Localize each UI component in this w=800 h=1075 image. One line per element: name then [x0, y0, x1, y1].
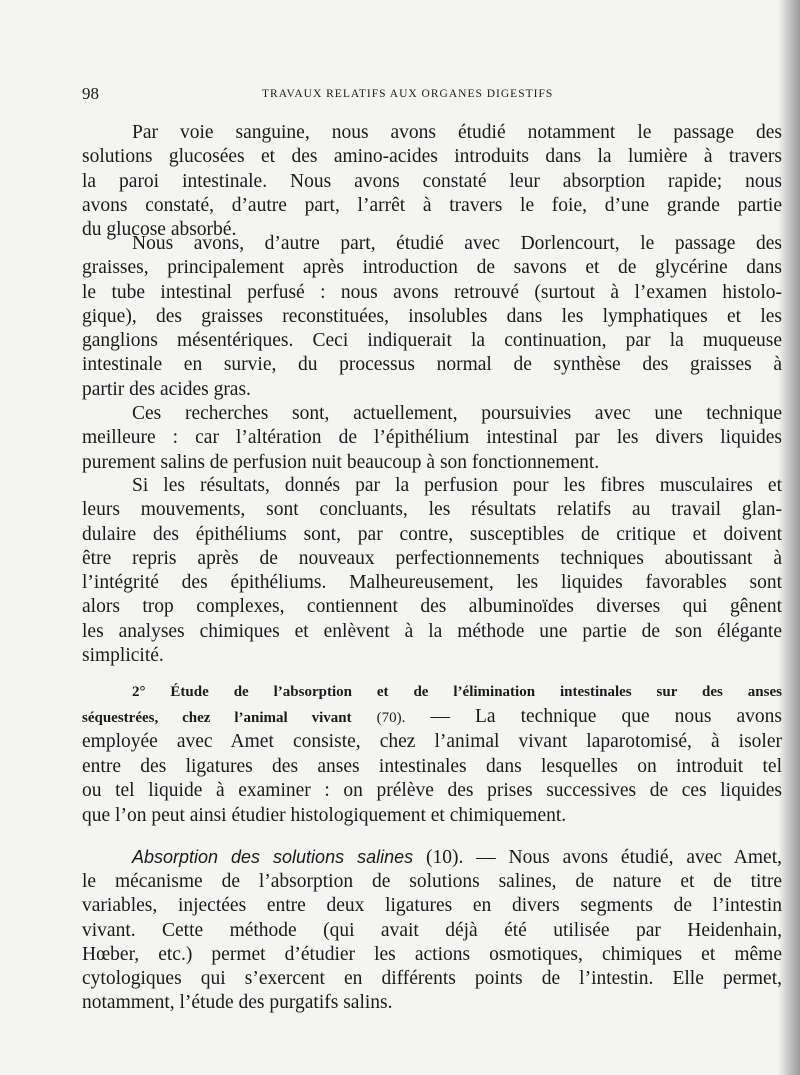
text: — Nous avons étudié, avec Amet, — [476, 847, 783, 868]
text-line: purement salins de perfusion nuit beaucoup à son fonctionnement. — [82, 451, 600, 473]
text-line: Ces recherches sont, actuellement, poursuivies avec une technique — [132, 403, 782, 424]
reference: (10). — [425, 847, 464, 868]
paragraph — [82, 232, 782, 402]
paragraph — [82, 402, 782, 475]
text-line: gique), des graisses reconstituées, insolubles dans les lymphatiques et les — [82, 305, 782, 327]
text-line: Par voie sanguine, nous avons étudié notamment le passage des — [132, 122, 782, 143]
text-line: la paroi intestinale. Nous avons constaté leur absorption rapide; nous — [82, 170, 782, 192]
paragraph — [82, 121, 782, 242]
text-line: graisses, principalement après introduction de savons et de glycérine dans — [82, 257, 782, 279]
text-line: ganglions mésentériques. Ceci indiquerait la continuation, par la muqueuse — [82, 330, 782, 352]
text-line: Si les résultats, donnés par la perfusion pour les fibres musculaires et — [132, 475, 782, 496]
text-line: solutions glucosées et des amino-acides introduits dans la lumière à travers — [82, 146, 782, 168]
text-line: notamment, l’étude des purgatifs salins. — [82, 992, 393, 1014]
section-heading: 2° Étude de l’absorption et de l’élimination intestinales sur des anses — [132, 684, 782, 700]
text-line: partir des acides gras. — [82, 378, 251, 400]
text-line: le tube intestinal perfusé : nous avons retrouvé (surtout à l’examen histolo- — [82, 281, 782, 303]
text-line: entre des ligatures des anses intestinales dans lesquelles on introduit tel — [82, 755, 782, 777]
text-line: vivant. Cette méthode (qui avait déjà été utilisée par Heidenhain, — [82, 919, 782, 941]
text-line: que l’on peut ainsi étudier histologiquement et chimiquement. — [82, 804, 567, 826]
section-heading: Absorption des solutions salines — [132, 847, 414, 867]
text-line: dulaire des épithéliums sont, par contre, susceptibles de critique et doivent — [82, 523, 782, 545]
text: — La technique que nous avons — [430, 705, 783, 727]
text-line: leurs mouvements, sont concluants, les résultats relatifs au travail glan- — [82, 499, 782, 521]
text-line — [82, 705, 782, 731]
text-line: ou tel liquide à examiner : on prélève des prises successives de ces liquides — [82, 780, 782, 802]
section-2 — [82, 680, 782, 829]
text-line: Hœber, etc.) permet d’étudier les actions osmotiques, chimiques et même — [82, 943, 782, 965]
text-line: être repris après de nouveaux perfectionnements techniques aboutissant à — [82, 547, 782, 569]
text-line: avons constaté, d’autre part, l’arrêt à travers le foie, d’une grande partie — [82, 194, 782, 216]
text-line: alors trop complexes, contiennent des albuminoïdes diverses qui gênent — [82, 596, 782, 618]
text-line: meilleure : car l’altération de l’épithélium intestinal par les divers liquides — [82, 427, 782, 449]
text-line: Nous avons, d’autre part, étudié avec Dorlencourt, le passage des — [132, 233, 782, 254]
text-line: intestinale en survie, du processus normal de synthèse des graisses à — [82, 354, 782, 376]
running-title: TRAVAUX RELATIFS AUX ORGANES DIGESTIFS — [262, 88, 554, 100]
text-line: variables, injectées entre deux ligatures en divers segments de l’intestin — [82, 895, 782, 917]
section-heading-cont: séquestrées, chez l’animal vivant — [82, 709, 352, 726]
text-line: employée avec Amet consiste, chez l’animal vivant laparotomisé, à isoler — [82, 731, 782, 753]
text-line: cytologiques qui s’exercent en différents points de l’intestin. Elle permet, — [82, 968, 782, 990]
text-line: le mécanisme de l’absorption de solutions salines, de nature et de titre — [82, 871, 782, 893]
text-line: du glucose absorbé. — [82, 219, 237, 241]
text-line: simplicité. — [82, 645, 164, 667]
paragraph — [82, 474, 782, 668]
page-number: 98 — [82, 84, 99, 103]
text-line: l’intégrité des épithéliums. Malheureusement, les liquides favorables sont — [82, 572, 782, 594]
text-line — [82, 845, 782, 870]
reference: (70). — [376, 709, 406, 726]
section-3 — [82, 845, 782, 1015]
text-line: les analyses chimiques et enlèvent à la méthode une partie de son élégante — [82, 620, 782, 642]
